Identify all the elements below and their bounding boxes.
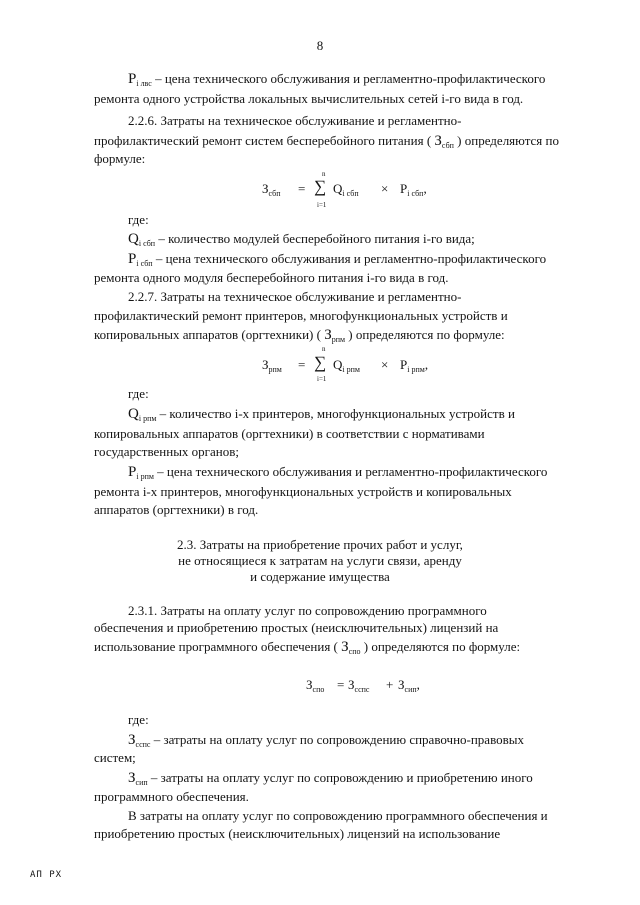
subscript: спо [312, 685, 325, 694]
formula-lhs [262, 357, 282, 374]
definition-text: – количество i-х принтеров, многофункциональных устройств и [156, 406, 515, 421]
paragraph-line1: В затраты на оплату услуг по сопровождению программного обеспечения и [128, 808, 548, 823]
times-sign: × [381, 357, 389, 372]
section-2-3-1-line3 [94, 639, 520, 660]
sum-sign: ∑ [314, 353, 327, 372]
subscript: i рпм [407, 365, 425, 374]
subscript: рпм [268, 365, 282, 374]
text-line: копировальных аппаратов (оргтехники) в соответствии с нормативами [94, 426, 485, 441]
subscript: сспс [354, 685, 370, 694]
section-heading-line2: не относящиеся к затратам на услуги связи, аренду [178, 553, 462, 568]
symbol: З [262, 357, 269, 372]
definition-text: – цена технического обслуживания и регламентно-профилактического [151, 71, 546, 86]
text: ) определяются по формуле: [345, 327, 505, 342]
comma: , [424, 357, 429, 372]
text-line: ремонта одного устройства локальных вычислительных сетей i-го вида в год. [94, 91, 524, 106]
symbol: З [324, 327, 332, 343]
formula-q [333, 181, 359, 198]
symbol: З [341, 639, 349, 655]
subscript: i сбп [138, 239, 156, 248]
text-line: аппаратов (оргтехники) в год. [94, 502, 259, 517]
definition-z-sspc [128, 732, 524, 753]
comma: , [423, 181, 427, 196]
subscript: сип [404, 685, 417, 694]
subscript: спо [348, 647, 361, 656]
subscript: i рпм [136, 472, 154, 481]
text-line: программного обеспечения. [94, 789, 249, 804]
section-2-2-6-line2 [94, 133, 559, 154]
text-line: ремонта одного модуля бесперебойного питания i-го вида в год. [94, 270, 449, 285]
subscript: сбп [268, 189, 281, 198]
symbol: З [128, 770, 136, 786]
equals-sign: = [298, 181, 306, 196]
sum-sign: ∑ [314, 177, 327, 196]
section-2-3-1-line2: обеспечения и приобретению простых (неисключительных) лицензий на [94, 620, 499, 635]
symbol: З [128, 732, 136, 748]
symbol: З [306, 677, 313, 692]
definition-q-sbp [128, 231, 475, 252]
subscript: сип [135, 778, 148, 787]
text: профилактический ремонт систем бесперебойного питания ( [94, 133, 435, 148]
definition-text: – количество модулей бесперебойного питания i-го вида; [155, 231, 475, 246]
text: использование программного обеспечения ( [94, 639, 342, 654]
formula-lhs [262, 181, 281, 198]
section-2-2-7-line2: профилактический ремонт принтеров, многофункциональных устройств и [94, 308, 508, 323]
text-line: государственных органов; [94, 444, 239, 459]
where-label: где: [128, 386, 149, 401]
symbol: P [128, 251, 137, 267]
paragraph-line2: приобретению простых (неисключительных) лицензий на использование [94, 826, 501, 841]
section-heading-line1: 2.3. Затраты на приобретение прочих работ и услуг, [177, 537, 463, 552]
symbol: Q [333, 181, 343, 196]
definition-text: – затраты на оплату услуг по сопровождению справочно-правовых [150, 732, 524, 747]
sum-lower-limit: i=1 [317, 201, 327, 209]
symbol: Q [333, 357, 343, 372]
comma: , [416, 677, 420, 692]
where-label: где: [128, 212, 149, 227]
footer-code: АП РХ [30, 870, 63, 880]
formula-q [333, 357, 360, 374]
definition-q-rpm [128, 406, 515, 427]
text-line: систем; [94, 750, 136, 765]
equals-sign: = [337, 677, 345, 692]
subscript: i рпм [138, 414, 157, 423]
subscript: i рпм [342, 365, 360, 374]
definition-z-sip [128, 770, 533, 791]
sum-lower-limit: i=1 [317, 375, 327, 383]
where-label: где: [128, 712, 149, 727]
symbol: З [398, 677, 405, 692]
text-line: ремонта i-х принтеров, многофункциональных устройств и копировальных [94, 484, 512, 499]
section-2-2-7-line1: 2.2.7. Затраты на техническое обслуживание и регламентно- [128, 289, 462, 304]
definition-p-rpm [128, 464, 547, 485]
subscript: i сбп [407, 189, 424, 198]
section-heading-line3: и содержание имущества [250, 569, 390, 584]
symbol: З [262, 181, 269, 196]
subscript: сбп [441, 141, 454, 150]
plus-sign: + [386, 677, 394, 692]
symbol: Q [128, 231, 139, 247]
equals-sign: = [298, 357, 306, 372]
definition-text: – затраты на оплату услуг по сопровождению и приобретению иного [147, 770, 533, 785]
symbol: З [434, 133, 442, 149]
section-2-2-6-line1: 2.2.6. Затраты на техническое обслуживание и регламентно- [128, 113, 462, 128]
formula-term-a [348, 677, 369, 694]
definition-text: – цена технического обслуживания и регламентно-профилактического [152, 251, 547, 266]
symbol: P [400, 357, 408, 372]
section-2-3-1-line1: 2.3.1. Затраты на оплату услуг по сопровождению программного [128, 603, 487, 618]
formula-p [400, 181, 427, 198]
sum-upper-limit: n [322, 170, 326, 178]
symbol: P [128, 71, 137, 87]
symbol: P [128, 464, 137, 480]
definition-p-sbp [128, 251, 546, 272]
subscript: i сбп [342, 189, 359, 198]
formula-p [400, 357, 428, 374]
definition-p-lvs [128, 71, 545, 92]
text: ) определяются по [453, 133, 559, 148]
definition-text: – цена технического обслуживания и регламентно-профилактического [153, 464, 548, 479]
subscript: сспс [135, 740, 151, 749]
subscript: рпм [331, 335, 346, 344]
text-line: формуле: [94, 151, 146, 166]
sum-upper-limit: n [322, 345, 326, 353]
formula-lhs [306, 677, 324, 694]
symbol: P [400, 181, 408, 196]
subscript: i сбп [136, 259, 153, 268]
times-sign: × [381, 181, 389, 196]
formula-term-b [398, 677, 420, 694]
symbol: З [348, 677, 355, 692]
symbol: Q [128, 406, 139, 422]
text: ) определяются по формуле: [360, 639, 521, 654]
section-2-2-7-line3 [94, 327, 505, 348]
text: копировальных аппаратов (оргтехники) ( [94, 327, 325, 342]
subscript: i лвс [136, 79, 152, 88]
page-number: 8 [316, 38, 324, 53]
